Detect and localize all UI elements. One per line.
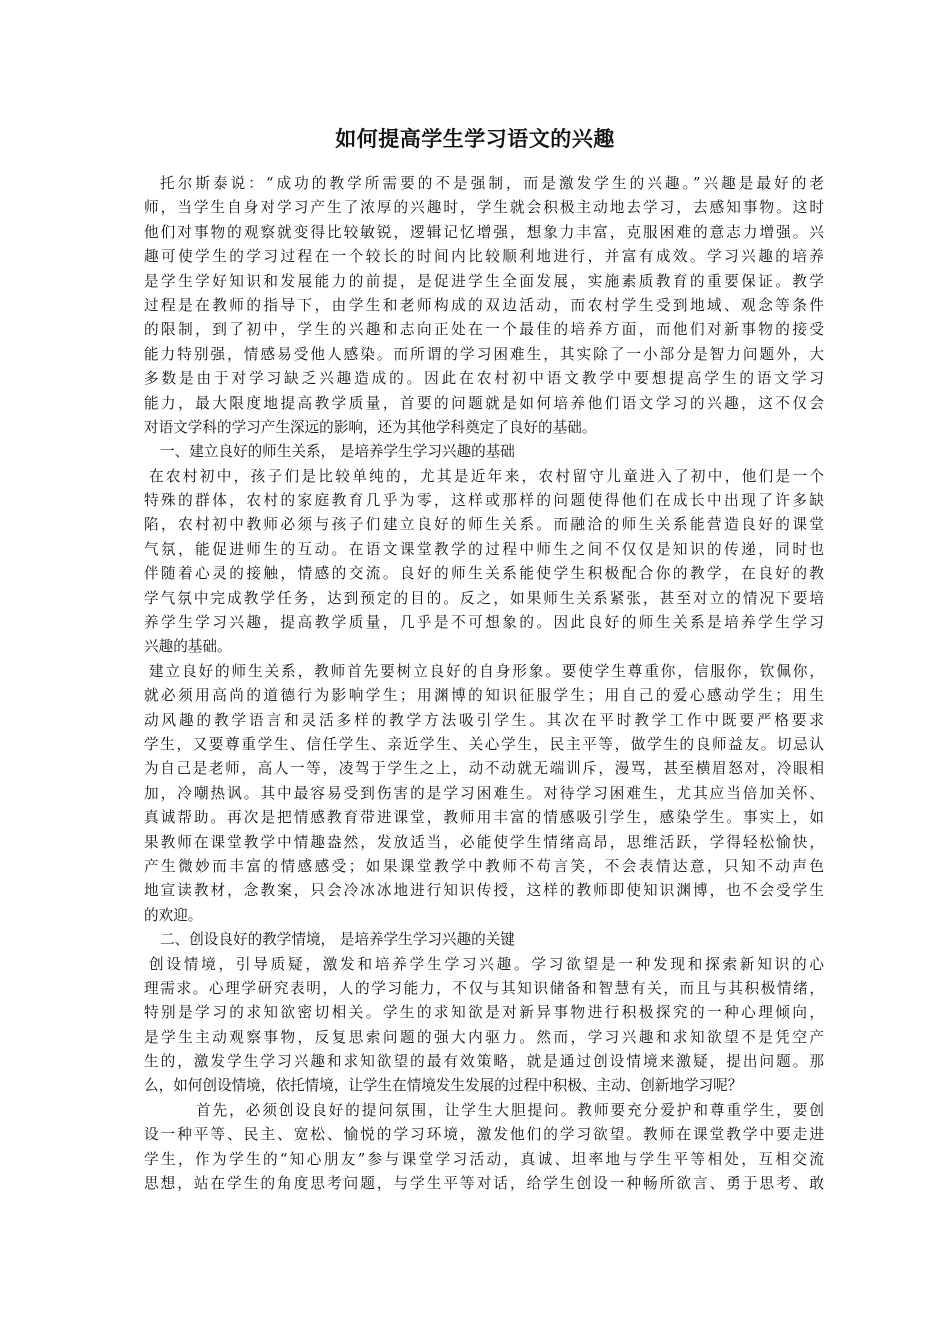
paragraph-line: 真诚帮助。再次是把情感教育带进课堂，教师用丰富的情感吸引学生，感染学生。事实上，如: [144, 809, 824, 827]
paragraph-line: 他们对事物的观察就变得比较敏锐，逻辑记忆增强，想象力丰富，克服困难的意志力增强。兴: [144, 223, 824, 241]
paragraph-line: 养学生学习兴趣，提高教学质量，几乎是不可想象的。因此良好的师生关系是培养学生学习: [144, 614, 824, 632]
paragraph-line: 在农村初中，孩子们是比较单纯的，尤其是近年来，农村留守儿童进入了初中，他们是一个: [149, 467, 824, 485]
paragraph-line: 地宣读教材，念教案，只会冷冰冰地进行知识传授，这样的教师即使知识渊博，也不会受学生: [144, 882, 824, 900]
paragraph-line: 学生，又要尊重学生、信任学生、亲近学生、关心学生，民主平等，做学生的良师益友。切忌认: [144, 735, 824, 753]
paragraph-line: 是学生学好知识和发展能力的前提，是促进学生全面发展，实施素质教育的重要保证。教学: [144, 272, 824, 290]
paragraph-line: 为自己是老师，高人一等，凌驾于学生之上，动不动就无端训斥，漫骂，甚至横眉怒对，冷眼相: [144, 760, 824, 778]
paragraph-line: 的欢迎。: [144, 906, 203, 924]
document-title: 如何提高学生学习语文的兴趣: [335, 127, 615, 151]
paragraph-line: 伴随着心灵的接触，情感的交流。良好的师生关系能使学生积极配合你的教学，在良好的教: [144, 565, 824, 583]
paragraph-line: 趣可使学生的学习过程在一个较长的时间内比较顺利地进行，并富有成效。学习兴趣的培养: [144, 248, 824, 266]
paragraph-line: 动风趣的教学语言和灵活多样的教学方法吸引学生。其次在平时教学工作中既要严格要求: [144, 711, 824, 729]
paragraph-line: 气氛，能促进师生的互动。在语文课堂教学的过程中师生之间不仅仅是知识的传递，同时也: [144, 540, 824, 558]
paragraph-line: 生的，激发学生学习兴趣和求知欲望的最有效策略，就是通过创设情境来激疑，提出问题。那: [144, 1053, 824, 1071]
document-body: [144, 172, 824, 1196]
paragraph-line: 设一种平等、民主、宽松、愉悦的学习环境，激发他们的学习欲望。教师在课堂教学中要走进: [144, 1126, 824, 1144]
paragraph-line: 加，冷嘲热讽。其中最容易受到伤害的是学习困难生。对待学习困难生，尤其应当倍加关怀、: [144, 784, 824, 802]
paragraph-line: 兴趣的基础。: [144, 638, 232, 656]
paragraph-line: 师，当学生自身对学习产生了浓厚的兴趣时，学生就会积极主动地去学习，去感知事物。这时: [144, 199, 824, 217]
paragraph-line: 创设情境，引导质疑，激发和培养学生学习兴趣。学习欲望是一种发现和探索新知识的心: [149, 955, 824, 973]
paragraph-line: 理需求。心理学研究表明，人的学习能力，不仅与其知识储备和智慧有关，而且与其积极情绪，: [144, 979, 824, 997]
paragraph-line: 的限制，到了初中，学生的兴趣和志向正处在一个最佳的培养方面，而他们对新事物的接受: [144, 321, 824, 339]
paragraph-line: 特殊的群体，农村的家庭教育几乎为零，这样或那样的问题使得他们在成长中出现了许多缺: [144, 492, 824, 510]
paragraph-line: 学气氛中完成教学任务，达到预定的目的。反之，如果师生关系紧张，甚至对立的情况下要培: [144, 589, 824, 607]
paragraph-line: 首先，必须创设良好的提问氛围，让学生大胆提问。教师要充分爱护和尊重学生，要创: [196, 1101, 824, 1119]
paragraph-line: 就必须用高尚的道德行为影响学生；用渊博的知识征服学生；用自己的爱心感动学生；用生: [144, 687, 824, 705]
paragraph-line: 陷，农村初中教师必须与孩子们建立良好的师生关系。而融洽的师生关系能营造良好的课堂: [144, 516, 824, 534]
section-heading: 二、创设良好的教学情境， 是培养学生学习兴趣的关键: [160, 931, 515, 949]
paragraph-line: 学生，作为学生的“知心朋友”参与课堂学习活动，真诚、坦率地与学生平等相处，互相交流: [144, 1150, 824, 1168]
paragraph-line: 产生微妙而丰富的情感感受；如果课堂教学中教师不苟言笑，不会表情达意，只知不动声色: [144, 857, 824, 875]
paragraph-line: 托尔斯泰说：“成功的教学所需要的不是强制，而是激发学生的兴趣。”兴趣是最好的老: [160, 175, 824, 192]
paragraph-line: 多数是由于对学习缺乏兴趣造成的。因此在农村初中语文教学中要想提高学生的语文学习: [144, 370, 824, 388]
paragraph-line: 过程是在教师的指导下，由学生和老师构成的双边活动，而农村学生受到地域、观念等条件: [144, 296, 824, 314]
paragraph-line: 果教师在课堂教学中情趣盎然，发放适当，必能使学生情绪高昂，思维活跃，学得轻松愉快，: [144, 833, 824, 851]
paragraph-line: 对语文学科的学习产生深远的影响，还为其他学科奠定了良好的基础。: [144, 418, 597, 436]
paragraph-line: 能力，最大限度地提高教学质量，首要的问题就是如何培养他们语文学习的兴趣，这不仅会: [144, 394, 824, 412]
paragraph-line: 特别是学习的求知欲密切相关。学生的求知欲是对新异事物进行积极探究的一种心理倾向，: [144, 1004, 824, 1022]
paragraph-line: 建立良好的师生关系，教师首先要树立良好的自身形象。要使学生尊重你，信服你，钦佩你，: [149, 662, 824, 680]
paragraph-line: 么，如何创设情境，依托情境，让学生在情境发生发展的过程中积极、主动、创新地学习呢？: [144, 1077, 743, 1095]
paragraph-line: 思想，站在学生的角度思考问题，与学生平等对话，给学生创设一种畅所欲言、勇于思考、敢: [144, 1175, 824, 1193]
paragraph-line: 是学生主动观察事物，反复思索问题的强大内驱力。然而，学习兴趣和求知欲望不是凭空产: [144, 1028, 824, 1046]
paragraph-line: 能力特别强，情感易受他人感染。而所谓的学习困难生，其实除了一小部分是智力问题外，大: [144, 345, 824, 363]
section-heading: 一、建立良好的师生关系， 是培养学生学习兴趣的基础: [160, 443, 515, 461]
